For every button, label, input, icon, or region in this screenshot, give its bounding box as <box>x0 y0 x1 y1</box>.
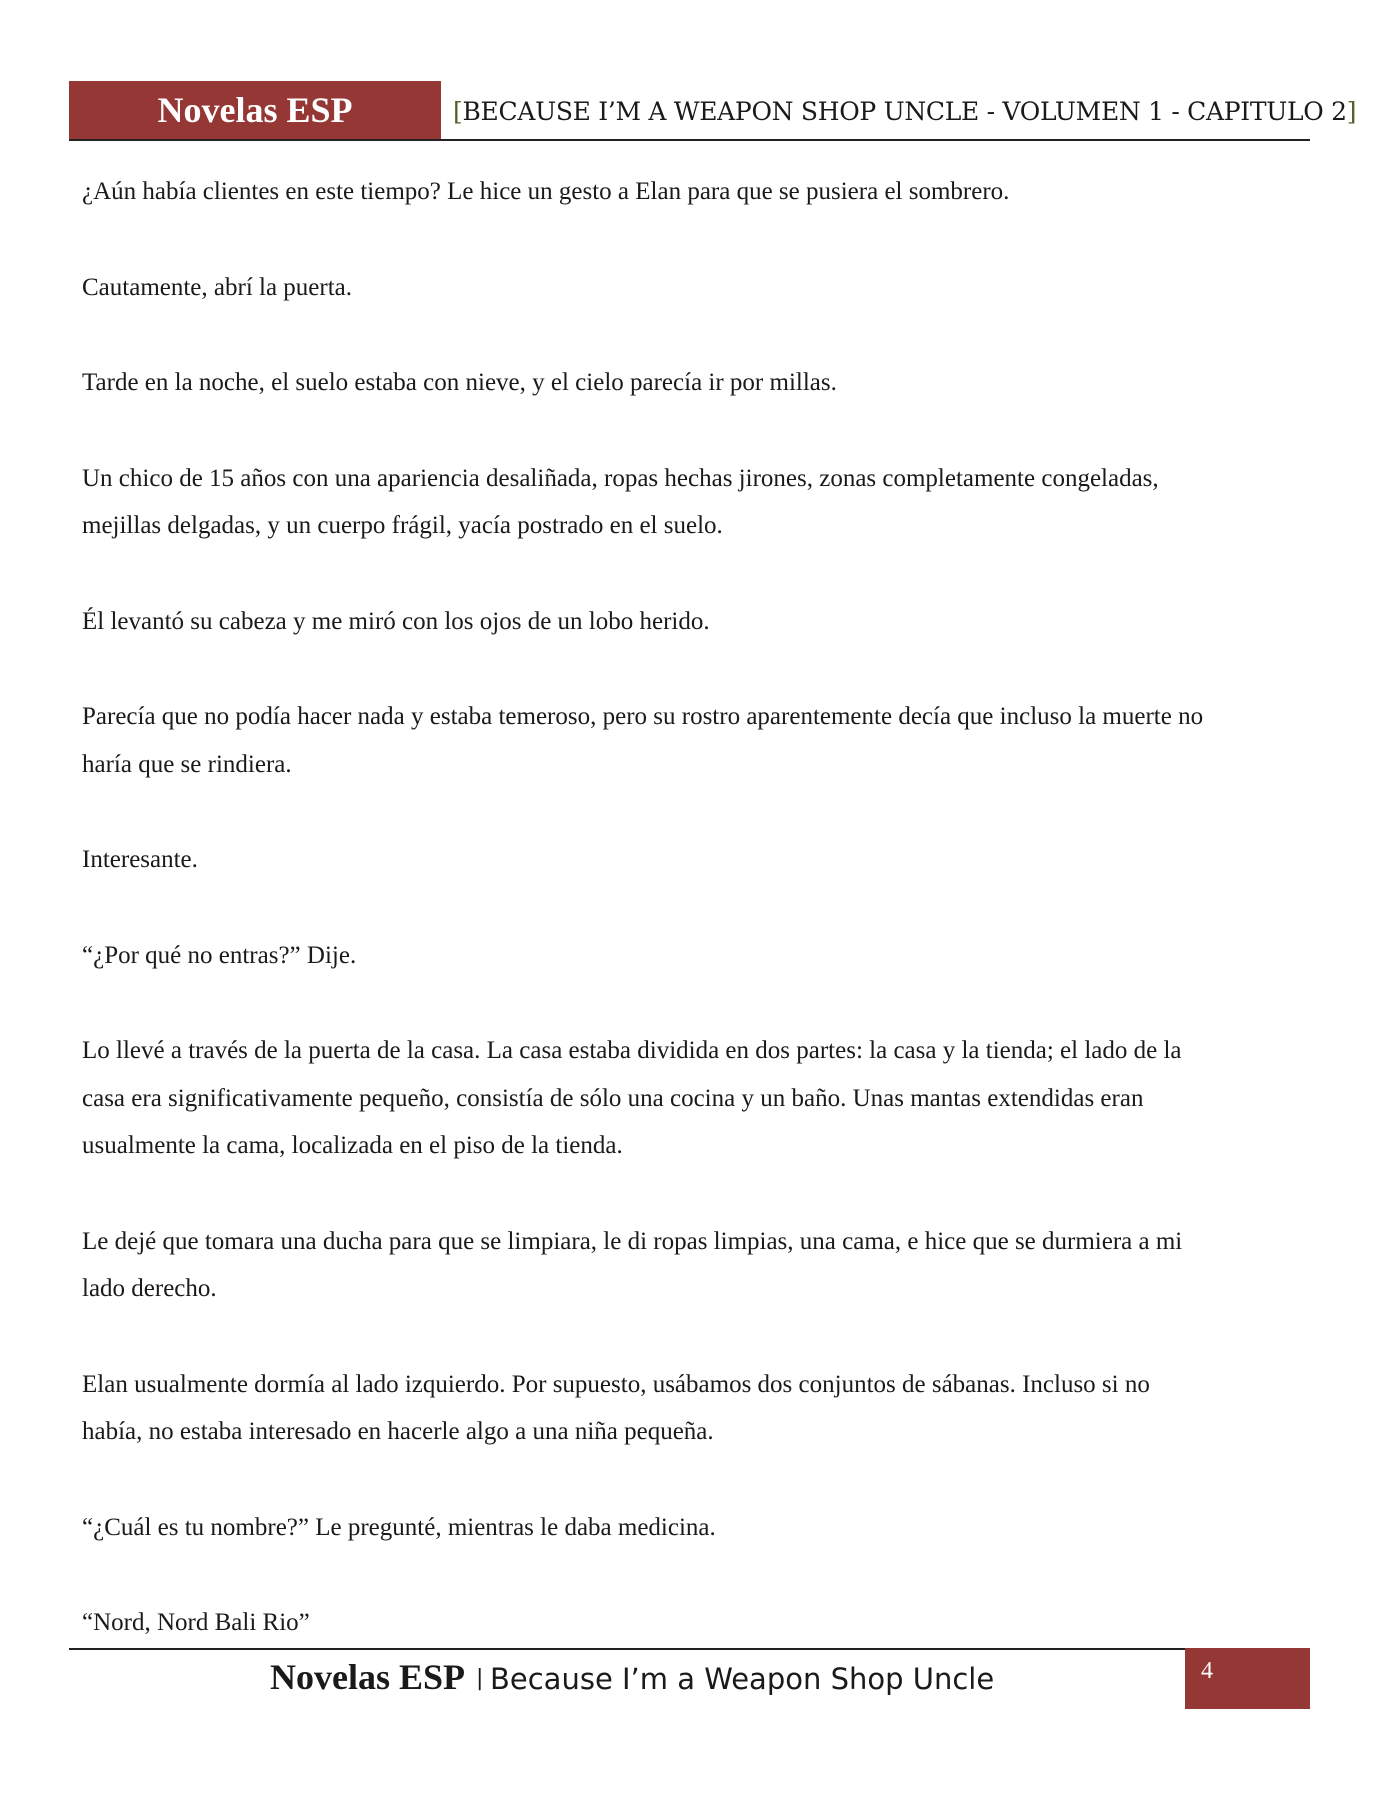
paragraph <box>82 693 1322 788</box>
paragraph-line: Un chico de 15 años con una apariencia desaliñada, ropas hechas jirones, zonas completamente congeladas, <box>82 464 1159 492</box>
paragraph-line: Elan usualmente dormía al lado izquierdo. Por supuesto, usábamos dos conjuntos de sábanas. Incluso si no <box>82 1370 1150 1398</box>
header-title-open-bracket: [ <box>453 97 463 126</box>
paragraph <box>82 264 1322 312</box>
paragraph-line: lado derecho. <box>82 1275 217 1302</box>
paragraph <box>82 932 1322 980</box>
header-brand: Novelas ESP <box>69 81 441 139</box>
paragraph <box>82 836 1322 884</box>
paragraph-line: Interesante. <box>82 846 198 873</box>
page-header <box>69 81 1357 141</box>
header-title <box>453 97 1356 126</box>
paragraph-line: “¿Por qué no entras?” Dije. <box>82 941 357 969</box>
header-title-close-bracket: ] <box>1346 97 1357 126</box>
footer-book-title: Because I’m a Weapon Shop Uncle <box>490 1662 995 1696</box>
paragraph <box>82 1599 1322 1647</box>
page-number: 4 <box>1201 1658 1213 1684</box>
header-divider <box>69 139 1310 141</box>
paragraph <box>82 1361 1322 1456</box>
paragraph-line: Le dejé que tomara una ducha para que se limpiara, le di ropas limpias, una cama, e hice que se durmiera a mi <box>82 1227 1183 1255</box>
paragraph <box>82 455 1322 550</box>
paragraph-line: “¿Cuál es tu nombre?” Le pregunté, mientras le daba medicina. <box>82 1513 716 1541</box>
paragraph-line: “Nord, Nord Bali Rio” <box>82 1609 310 1636</box>
footer-divider <box>69 1648 1310 1650</box>
header-title-text: BECAUSE I’M A WEAPON SHOP UNCLE - VOLUMEN 1 - CAPITULO 2 <box>462 97 1347 126</box>
paragraph-line: usualmente la cama, localizada en el piso de la tienda. <box>82 1132 623 1159</box>
paragraph <box>82 1027 1322 1170</box>
paragraph-line: haría que se rindiera. <box>82 750 292 778</box>
paragraph-line: Parecía que no podía hacer nada y estaba temeroso, pero su rostro aparentemente decía que incluso la muerte no <box>82 703 1204 730</box>
paragraph-line: Cautamente, abrí la puerta. <box>82 273 353 301</box>
paragraph-line: Lo llevé a través de la puerta de la casa. La casa estaba dividida en dos partes: la casa y la tienda; el lado de la <box>82 1037 1182 1064</box>
paragraph-line: ¿Aún había clientes en este tiempo? Le hice un gesto a Elan para que se pusiera el sombrero. <box>82 178 1010 205</box>
paragraph <box>82 359 1322 407</box>
paragraph <box>82 1218 1322 1313</box>
paragraph-line: había, no estaba interesado en hacerle algo a una niña pequeña. <box>82 1418 714 1445</box>
paragraph-line: Tarde en la noche, el suelo estaba con nieve, y el cielo parecía ir por millas. <box>82 369 837 396</box>
page-body <box>82 168 1322 1695</box>
footer-separator: | <box>476 1666 484 1691</box>
paragraph <box>82 1504 1322 1552</box>
footer-brand: Novelas ESP <box>270 1657 466 1697</box>
paragraph-line: Él levantó su cabeza y me miró con los ojos de un lobo herido. <box>82 607 710 635</box>
paragraph-line: mejillas delgadas, y un cuerpo frágil, yacía postrado en el suelo. <box>82 512 723 539</box>
page-number-box <box>1185 1648 1310 1709</box>
paragraph <box>82 598 1322 646</box>
paragraph <box>82 168 1322 216</box>
paragraph-line: casa era significativamente pequeño, consistía de sólo una cocina y un baño. Unas mantas extendidas eran <box>82 1084 1144 1112</box>
